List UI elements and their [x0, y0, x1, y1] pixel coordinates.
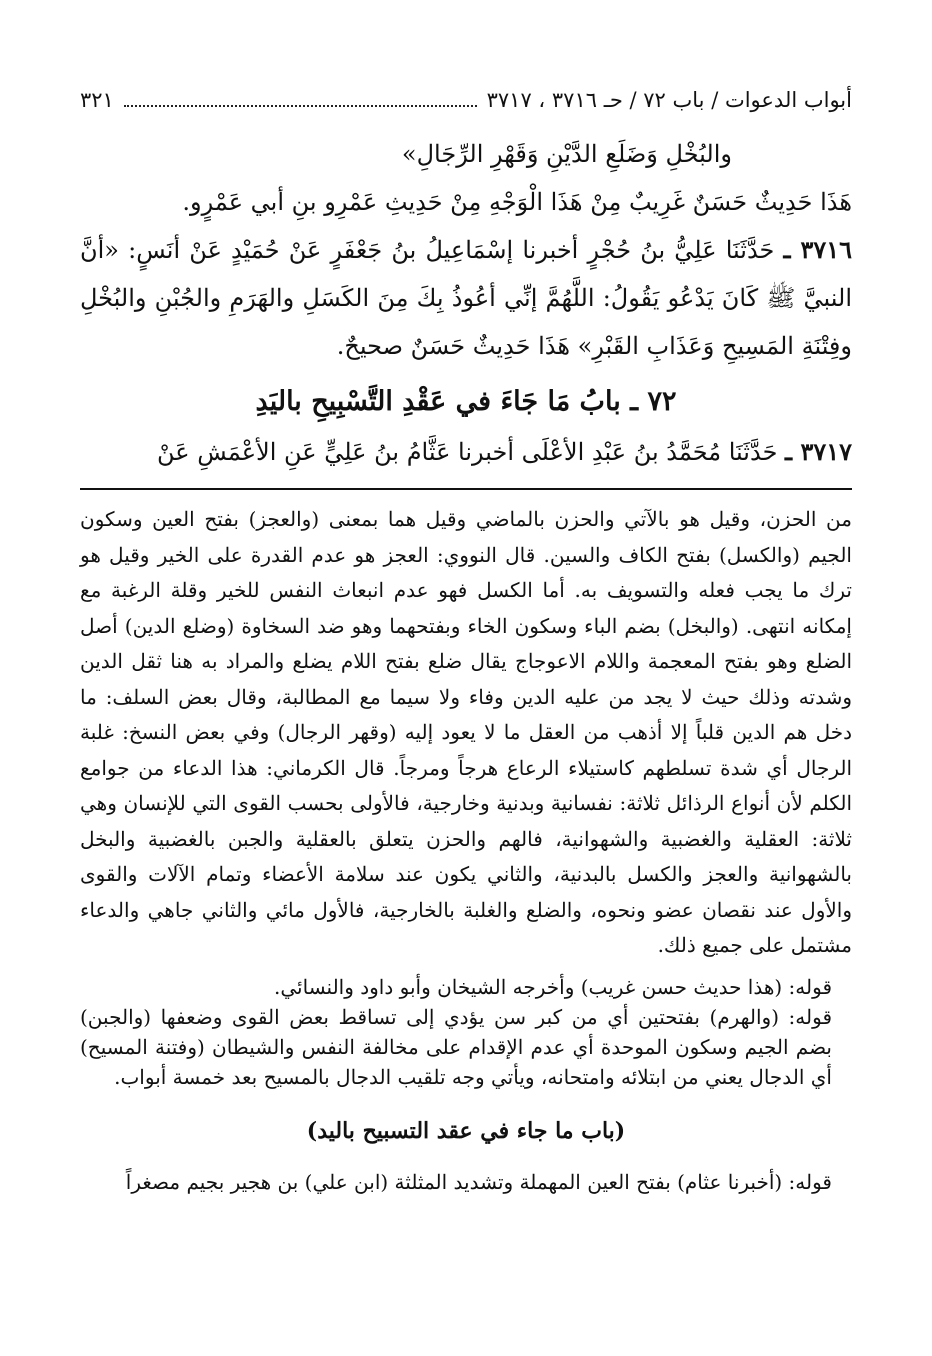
commentary-paragraph: من الحزن، وقيل هو بالآتي والحزن بالماضي وقيل هما بمعنى (والعجز) بفتح العين وسكون الجيم (والكسل) بفتح الكاف والسين. قال النووي: العجز هو عدم القدرة على الخير وقيل هو ترك ما يجب فعله والتسويف به. أما الكسل فهو عدم انبعاث النفس للخير وقلة الرغبة مع إمكانه انتهى. (والبخل) بضم الباء وسكون الخاء وبفتحهما وهو ضد السخاوة (وضلع الدين) أصل الضلع وهو بفتح المعجمة واللام الاعوجاج يقال ضلع بفتح اللام يضلع والمراد به هنا ثقل الدين وشدته وذلك حيث لا يجد من عليه الدين وفاء ولا سيما مع المطالبة، وقال بعض السلف: ما دخل هم الدين قلباً إلا أذهب من العقل ما لا يعود إليه (وقهر الرجال) وفي بعض النسخ: غلبة الرجال أي شدة تسلطهم كاستيلاء الرعاع هرجاً ومرجاً. قال الكرماني: هذا الدعاء من جوامع الكلم لأن أنواع الرذائل ثلاثة: نفسانية وبدنية وخارجية، فالأولى بحسب القوى التي للإنسان وهي ثلاثة: العقلية والغضبية والشهوانية، فالهم والحزن يتعلق بالعقلية والجبن بالغضبية والبخل بالشهوانية والعجز والكسل بالبدنية، والثاني يكون عند سلامة الأعضاء وتمام الآلات والقوى والأول عند نقصان عضو ونحوه، والضلع والغلبة بالخارجية، فالأول مائي والثاني جاهي والدعاء مشتمل على جميع ذلك.: [80, 507, 853, 957]
commentary-section-heading: (باب ما جاء في عقد التسبيح باليد): [306, 1117, 626, 1144]
footnote-divider: [80, 488, 852, 490]
commentary-qawl: قوله: (والهرم) بفتحتين أي من كبر سن يؤدي إلى تساقط بعض القوى وضعفها (والجبن) بضم الجيم وسكون الموحدة أي عدم الإقدام على مخالفة النفس والشيطان (وفتنة المسيح) أي الدجال يعني من ابتلائه وامتحانه، ويأتي وجه تلقيب الدجال بالمسيح بعد خمسة أبواب.: [80, 1004, 832, 1089]
hadith-text: حَدَّثَنَا مُحَمَّدُ بنُ عَبْدِ الأعْلَى أخبرنا عَثَّامُ بنُ عَلِيٍّ عَنِ الأعْمَشِ عَنْ: [157, 438, 778, 466]
page-header: [80, 80, 852, 120]
hadith-3717: [80, 428, 852, 476]
chapter-heading: ٧٢ ـ بابُ مَا جَاءَ في عَقْدِ التَّسْبِيحِ باليَدِ: [255, 386, 677, 417]
main-text: [80, 130, 852, 476]
hadith-number: ٣٧١٦ ـ: [783, 235, 852, 264]
header-dot-leader: [124, 93, 477, 107]
hadith-text: حَدَّثَنَا عَلِيُّ بنُ حُجْرٍ أخبرنا إسْمَاعِيلُ بنُ جَعْفَرٍ عَنْ حُمَيْدٍ عَنْ أنَسٍ: «أنَّ النبيَّ ﷺ كَانَ يَدْعُو يَقُولُ: اللَّهُمَّ إنِّي أعُوذُ بِكَ مِنَ الكَسَلِ والهَرَمِ والجُبْنِ والبُخْلِ وفِتْنَةِ المَسِيحِ وَعَذَابِ القَبْرِ» هَذَا حَدِيثٌ حَسَنٌ صحيحٌ.: [80, 236, 853, 360]
commentary-qawl: قوله: (هذا حديث حسن غريب) وأخرجه الشيخان وأبو داود والنسائي.: [274, 974, 832, 999]
hadith-continuation: والبُخْلِ وَضَلَعِ الدَّيْنِ وَقَهْرِ الرِّجَالِ»: [401, 140, 732, 168]
page-number: ٣٢١: [80, 88, 114, 112]
commentary: [80, 502, 852, 1201]
hadith-number: ٣٧١٧ ـ: [785, 437, 852, 466]
commentary-qawl: قوله: (أخبرنا عثام) بفتح العين المهملة وتشديد المثلثة (ابن علي) بن هجير بجيم مصغراً: [125, 1170, 832, 1194]
hadith-grading: هَذَا حَدِيثٌ حَسَنٌ غَرِيبٌ مِنْ هَذَا الْوَجْهِ مِنْ حَدِيثِ عَمْرِو بنِ أبي عَمْرٍو.: [182, 188, 852, 216]
running-title: أبواب الدعوات / باب ٧٢ / حـ ٣٧١٦ ، ٣٧١٧: [486, 88, 852, 112]
hadith-3716: [80, 226, 852, 370]
